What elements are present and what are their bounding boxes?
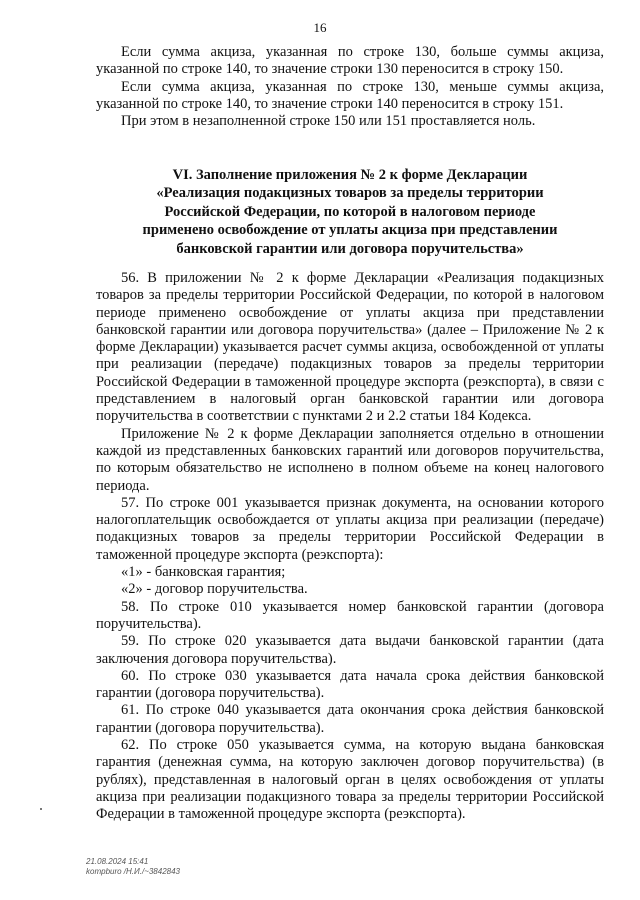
- page-number: 16: [313, 20, 327, 35]
- paragraph-appendix-note: Приложение № 2 к форме Декларации заполняется отдельно в отношении каждой из представленных банковских гарантий или договоров поручительства, по которым обязательство не исполнено в полном объеме на конец налогового периода.: [96, 425, 604, 494]
- heading-line: «Реализация подакцизных товаров за пределы территории: [156, 185, 544, 202]
- list-item: «1» - банковская гарантия;: [121, 564, 286, 581]
- paragraph: Если сумма акциза, указанная по строке 130, меньше суммы акциза, указанной по строке 140, то значение строки 140 переносится в строку 151.: [96, 78, 604, 112]
- print-operator: kompburo /Н.И./~3842843: [86, 867, 181, 876]
- heading-line: применено освобождение от уплаты акциза при представлении: [142, 222, 558, 239]
- print-stamp: [86, 857, 180, 877]
- list-item: «2» - договор поручительства.: [121, 581, 308, 598]
- heading-line: Российской Федерации, по которой в налоговом периоде: [164, 203, 536, 220]
- print-timestamp: 21.08.2024 15:41: [86, 857, 149, 866]
- scan-speck: [40, 808, 42, 810]
- paragraph-62: 62. По строке 050 указывается сумма, на которую выдана банковская гарантия (денежная сумма, на которую заключен договор поручительства) (в рублях), представленная в налоговый орган в целях освобождения от уплаты акциза при реализации подакцизного товара за пределы территории Российской Федерации в таможенной процедуре экспорта (реэкспорта).: [96, 737, 604, 823]
- paragraph: При этом в незаполненной строке 150 или 151 проставляется ноль.: [121, 113, 536, 130]
- paragraph-61: 61. По строке 040 указывается дата окончания срока действия банковской гарантии (договора поручительства).: [96, 702, 604, 736]
- paragraph-58: 58. По строке 010 указывается номер банковской гарантии (договора поручительства).: [96, 598, 604, 632]
- paragraph-59: 59. По строке 020 указывается дата выдачи банковской гарантии (дата заключения договора поручительства).: [96, 633, 604, 667]
- heading-line: VI. Заполнение приложения № 2 к форме Декларации: [172, 167, 528, 183]
- heading-line: банковской гарантии или договора поручительства»: [176, 240, 524, 257]
- intro-text: [96, 44, 604, 130]
- paragraph-56: 56. В приложении № 2 к форме Декларации «Реализация подакцизных товаров за пределы территории Российской Федерации, по которой в налоговом периоде применено освобождение от уплаты акциза при представлении банковской гарантии или договора поручительства» (далее – Приложение № 2 к форме Декларации) указывается расчет суммы акциза, освобожденной от уплаты при реализации (передаче) подакцизных товаров за пределы территории Российской Федерации в таможенной процедуре экспорта (реэкспорта), в связи с представлением в налоговый орган банковской гарантии или договора поручительства в соответствии с пунктами 2 и 2.2 статьи 184 Кодекса.: [96, 270, 604, 425]
- section-heading: [96, 166, 604, 258]
- paragraph-57: 57. По строке 001 указывается признак документа, на основании которого налогоплательщик освобождается от уплаты акциза при реализации (передаче) подакцизных товаров за пределы территории Российской Федерации в таможенной процедуре экспорта (реэкспорта):: [96, 494, 604, 563]
- paragraph: Если сумма акциза, указанная по строке 130, больше суммы акциза, указанной по строке 140, то значение строки 130 переносится в строку 150.: [96, 44, 604, 78]
- body-text: [96, 270, 604, 824]
- paragraph-60: 60. По строке 030 указывается дата начала срока действия банковской гарантии (договора поручительства).: [96, 667, 604, 702]
